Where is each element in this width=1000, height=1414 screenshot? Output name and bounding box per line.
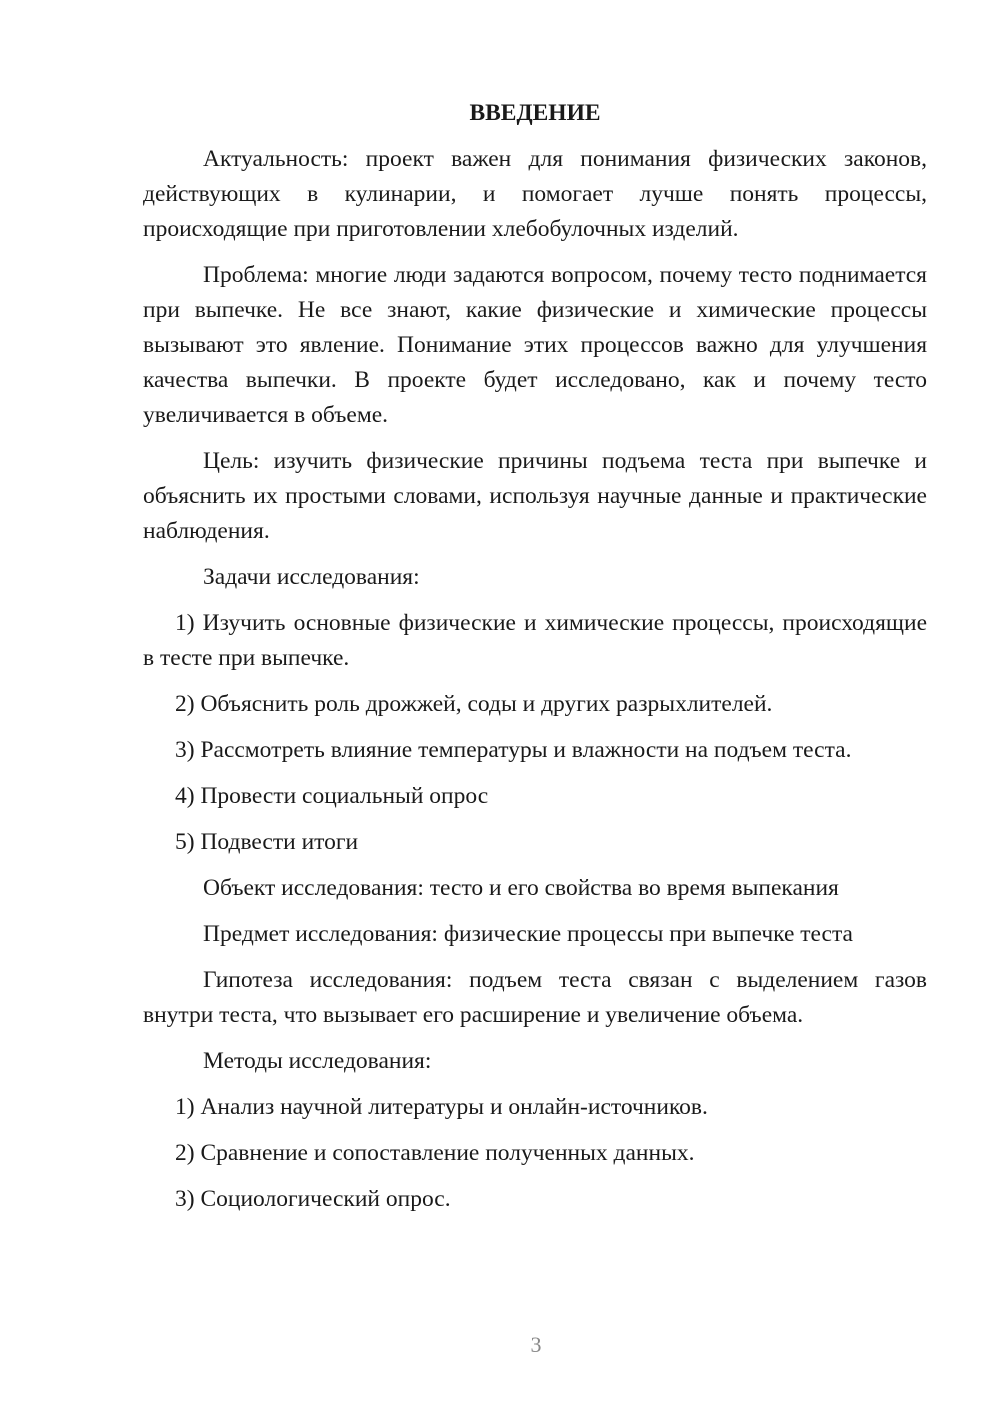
section-title: ВВЕДЕНИЕ xyxy=(469,100,601,126)
subject-paragraph: Предмет исследования: физические процессы при выпечке теста xyxy=(203,921,853,947)
hypothesis-paragraph: Гипотеза исследования: подъем теста связан с выделением газов внутри теста, что вызывает его расширение и увеличение объема. xyxy=(143,967,927,1028)
page-number: 3 xyxy=(530,1332,542,1357)
object-paragraph: Объект исследования: тесто и его свойства во время выпекания xyxy=(203,875,839,901)
relevance-paragraph: Актуальность: проект важен для понимания физических законов, действующих в кулинарии, и помогает лучше понять процессы, происходящие при приготовлении хлебобулочных изделий. xyxy=(143,146,927,242)
problem-paragraph: Проблема: многие люди задаются вопросом, почему тесто поднимается при выпечке. Не все знают, какие физические и химические процессы вызывают это явление. Понимание этих процессов важно для улучшения качества выпечки. В проекте будет исследовано, как и почему тесто увеличивается в объеме. xyxy=(143,262,927,428)
goal-paragraph: Цель: изучить физические причины подъема теста при выпечке и объяснить их простыми словами, используя научные данные и практические наблюдения. xyxy=(143,448,927,544)
tasks-heading: Задачи исследования: xyxy=(203,564,420,590)
method-item: 2) Сравнение и сопоставление полученных данных. xyxy=(175,1140,695,1166)
task-item: 2) Объяснить роль дрожжей, соды и других разрыхлителей. xyxy=(175,691,773,717)
task-item: 5) Подвести итоги xyxy=(175,829,359,855)
page-content xyxy=(143,96,927,1228)
method-item: 1) Анализ научной литературы и онлайн-источников. xyxy=(175,1094,708,1120)
methods-heading: Методы исследования: xyxy=(203,1048,432,1074)
task-item: 3) Рассмотреть влияние температуры и влажности на подъем теста. xyxy=(175,737,852,763)
task-item: 4) Провести социальный опрос xyxy=(175,783,489,809)
method-item: 3) Социологический опрос. xyxy=(175,1186,451,1212)
task-item: 1) Изучить основные физические и химические процессы, происходящие в тесте при выпечке. xyxy=(143,610,927,671)
